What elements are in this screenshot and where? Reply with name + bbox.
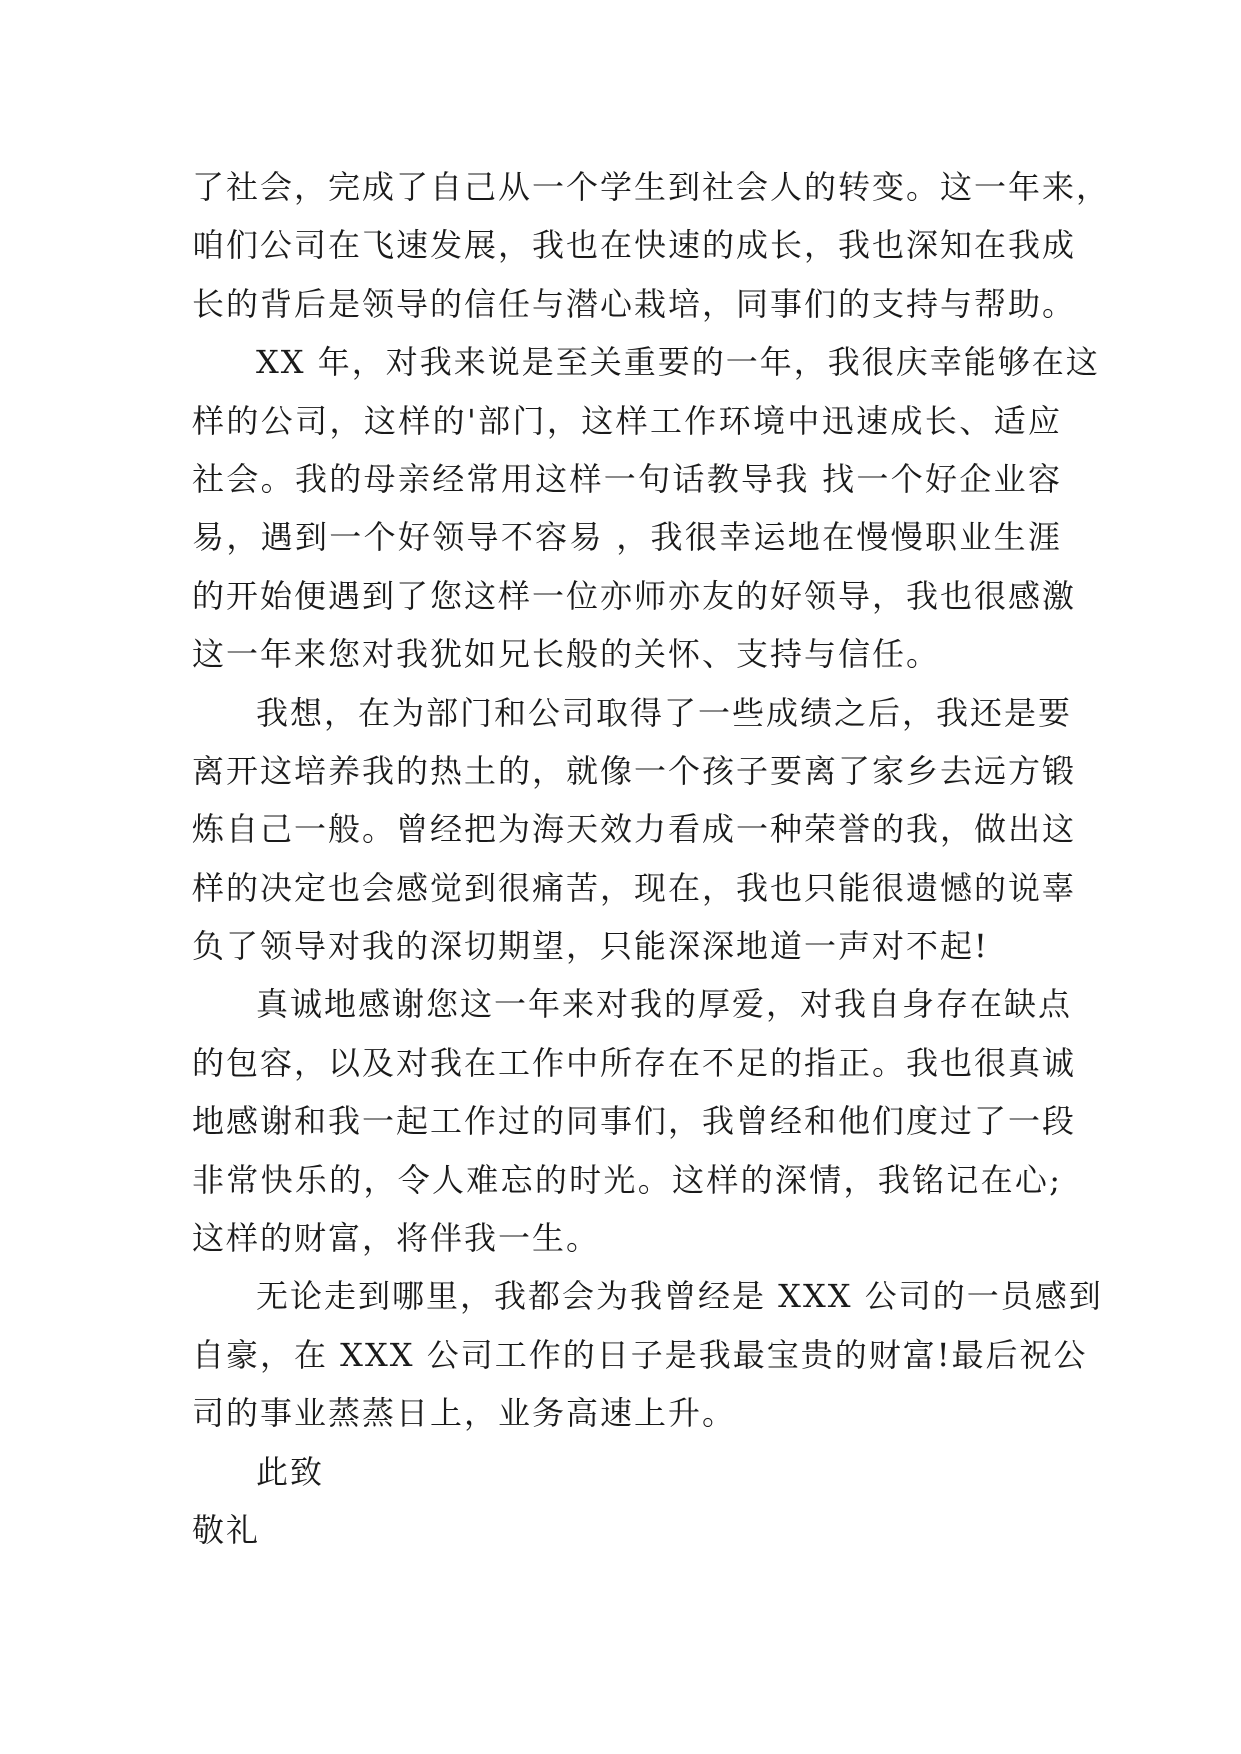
text-line: 这样的财富，将伴我一生。 [192, 1219, 601, 1258]
text-line: 敬礼 [192, 1510, 261, 1549]
text-line: 这一年来您对我犹如兄长般的关怀、支持与信任。 [192, 635, 941, 674]
text-line: 了社会，完成了自己从一个学生到社会人的转变。这一年来， [192, 168, 1111, 206]
text-line: 无论走到哪里，我都会为我曾经是 XXX 公司的一员感到 [256, 1277, 1103, 1316]
text-line: 自豪，在 XXX 公司工作的日子是我最宝贵的财富!最后祝公 [192, 1335, 1088, 1374]
text-line: 真诚地感谢您这一年来对我的厚爱，对我自身存在缺点 [256, 985, 1073, 1024]
text-line: 易，遇到一个好领导不容易 ，我很幸运地在慢慢职业生涯 [192, 518, 1062, 557]
text-line: 样的公司，这样的'部门，这样工作环境中迅速成长、适应 [192, 401, 1062, 440]
letter-body [192, 158, 1111, 1559]
text-line: 司的事业蒸蒸日上，业务高速上升。 [192, 1394, 737, 1433]
text-line: 长的背后是领导的信任与潜心栽培，同事们的支持与帮助。 [192, 284, 1077, 323]
text-line: 社会。我的母亲经常用这样一句话教导我 找一个好企业容 [192, 459, 1062, 498]
text-line: 我想，在为部门和公司取得了一些成绩之后，我还是要 [256, 693, 1073, 732]
text-line: 咱们公司在飞速发展，我也在快速的成长，我也深知在我成 [192, 226, 1077, 265]
text-line: XX 年，对我来说是至关重要的一年，我很庆幸能够在这 [256, 343, 1100, 382]
text-line: 此致 [256, 1452, 325, 1491]
text-line: 炼自己一般。曾经把为海天效力看成一种荣誉的我，做出这 [192, 810, 1077, 849]
text-line: 地感谢和我一起工作过的同事们，我曾经和他们度过了一段 [192, 1102, 1077, 1141]
text-line: 负了领导对我的深切期望，只能深深地道一声对不起! [192, 927, 989, 966]
text-line: 的开始便遇到了您这样一位亦师亦友的好领导，我也很感激 [192, 576, 1077, 615]
text-line: 非常快乐的，令人难忘的时光。这样的深情，我铭记在心; [192, 1160, 1062, 1199]
text-line: 样的决定也会感觉到很痛苦，现在，我也只能很遗憾的说辜 [192, 868, 1077, 907]
text-line: 的包容，以及对我在工作中所存在不足的指正。我也很真诚 [192, 1043, 1077, 1082]
text-line: 离开这培养我的热土的，就像一个孩子要离了家乡去远方锻 [192, 751, 1077, 790]
